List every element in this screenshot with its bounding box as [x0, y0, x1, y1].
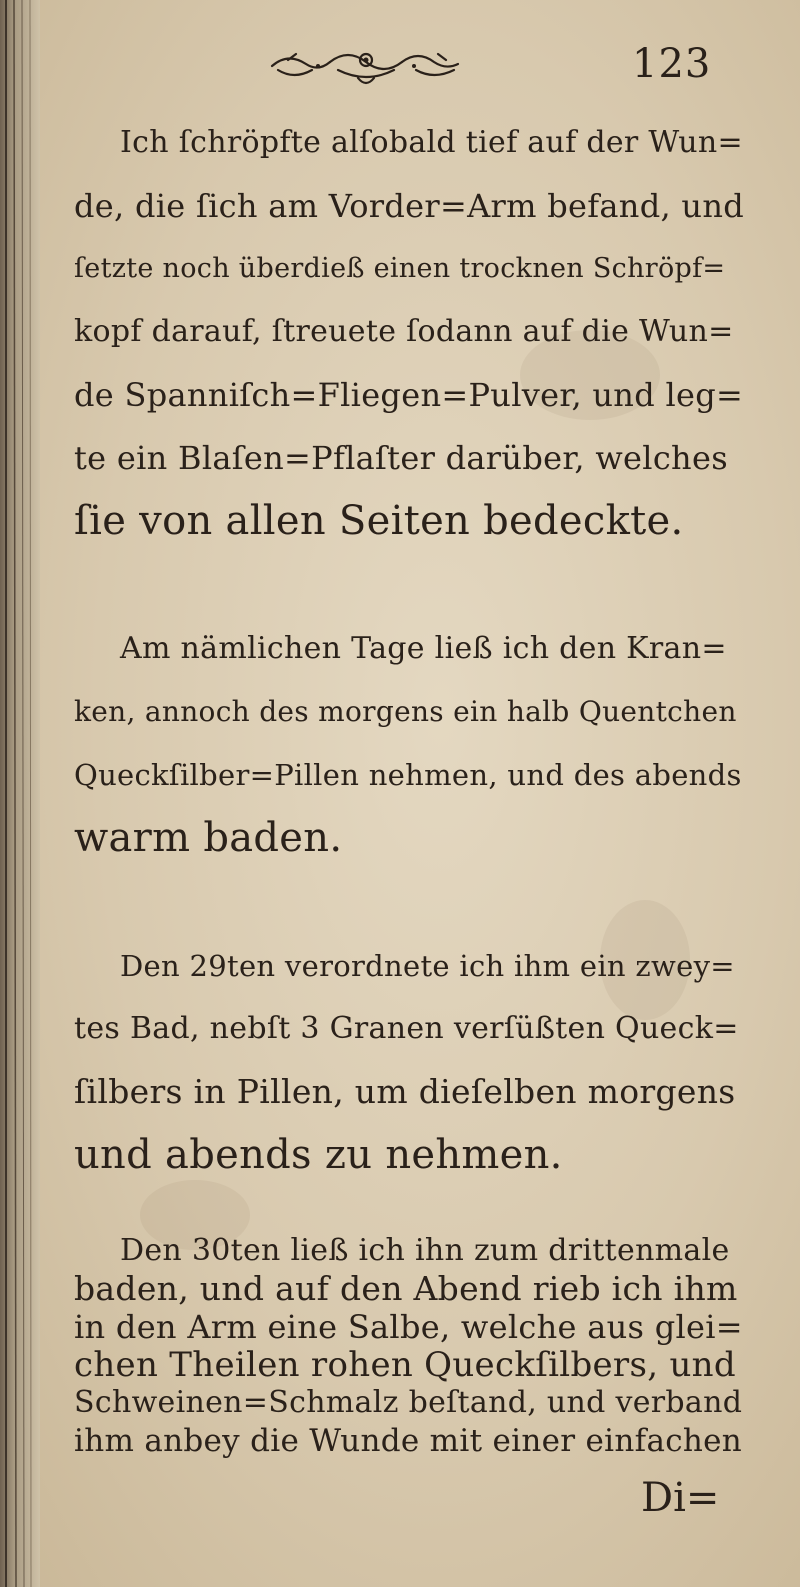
text-line: ſetzte noch überdieß einen trocknen Schröpf= [74, 253, 726, 284]
text-line: ſilbers in Pillen, um dieſelben morgens [74, 1072, 736, 1111]
text-line: ihm anbey die Wunde mit einer einfachen [74, 1423, 743, 1459]
text-line: Ich ſchröpfte alſobald tief auf der Wun= [120, 125, 743, 160]
text-line: Den 29ten verordnete ich ihm ein zwey= [120, 949, 735, 983]
text-line: Schweinen=Schmalz beſtand, und verband [74, 1385, 743, 1420]
page-number: 123 [632, 41, 712, 87]
text-line: te ein Blaſen=Pflaſter darüber, welches [74, 439, 728, 477]
text-line: chen Theilen rohen Queckſilbers, und [74, 1345, 736, 1385]
text-line: Queckſilber=Pillen nehmen, und des abends [74, 758, 742, 792]
text-line: de, die ſich am Vorder=Arm befand, und [74, 187, 745, 225]
text-line: Am nämlichen Tage ließ ich den Kran= [120, 631, 727, 666]
text-line: in den Arm eine Salbe, welche aus glei= [74, 1308, 743, 1346]
text-line: kopf darauf, ſtreuete ſodann auf die Wun= [74, 314, 734, 349]
catchword: Di= [641, 1475, 720, 1521]
text-line: warm baden. [74, 815, 343, 861]
text-line: ken, annoch des morgens ein halb Quentchen [74, 695, 737, 728]
text-line: tes Bad, nebſt 3 Granen verſüßten Queck= [74, 1011, 739, 1046]
text-line: de Spanniſch=Fliegen=Pulver, und leg= [74, 376, 744, 414]
text-line: und abends zu nehmen. [74, 1132, 563, 1178]
text-line: ſie von allen Seiten bedeckte. [74, 498, 684, 544]
text-line: baden, und auf den Abend rieb ich ihm [74, 1269, 738, 1308]
text-line: Den 30ten ließ ich ihn zum drittenmale [120, 1233, 730, 1268]
